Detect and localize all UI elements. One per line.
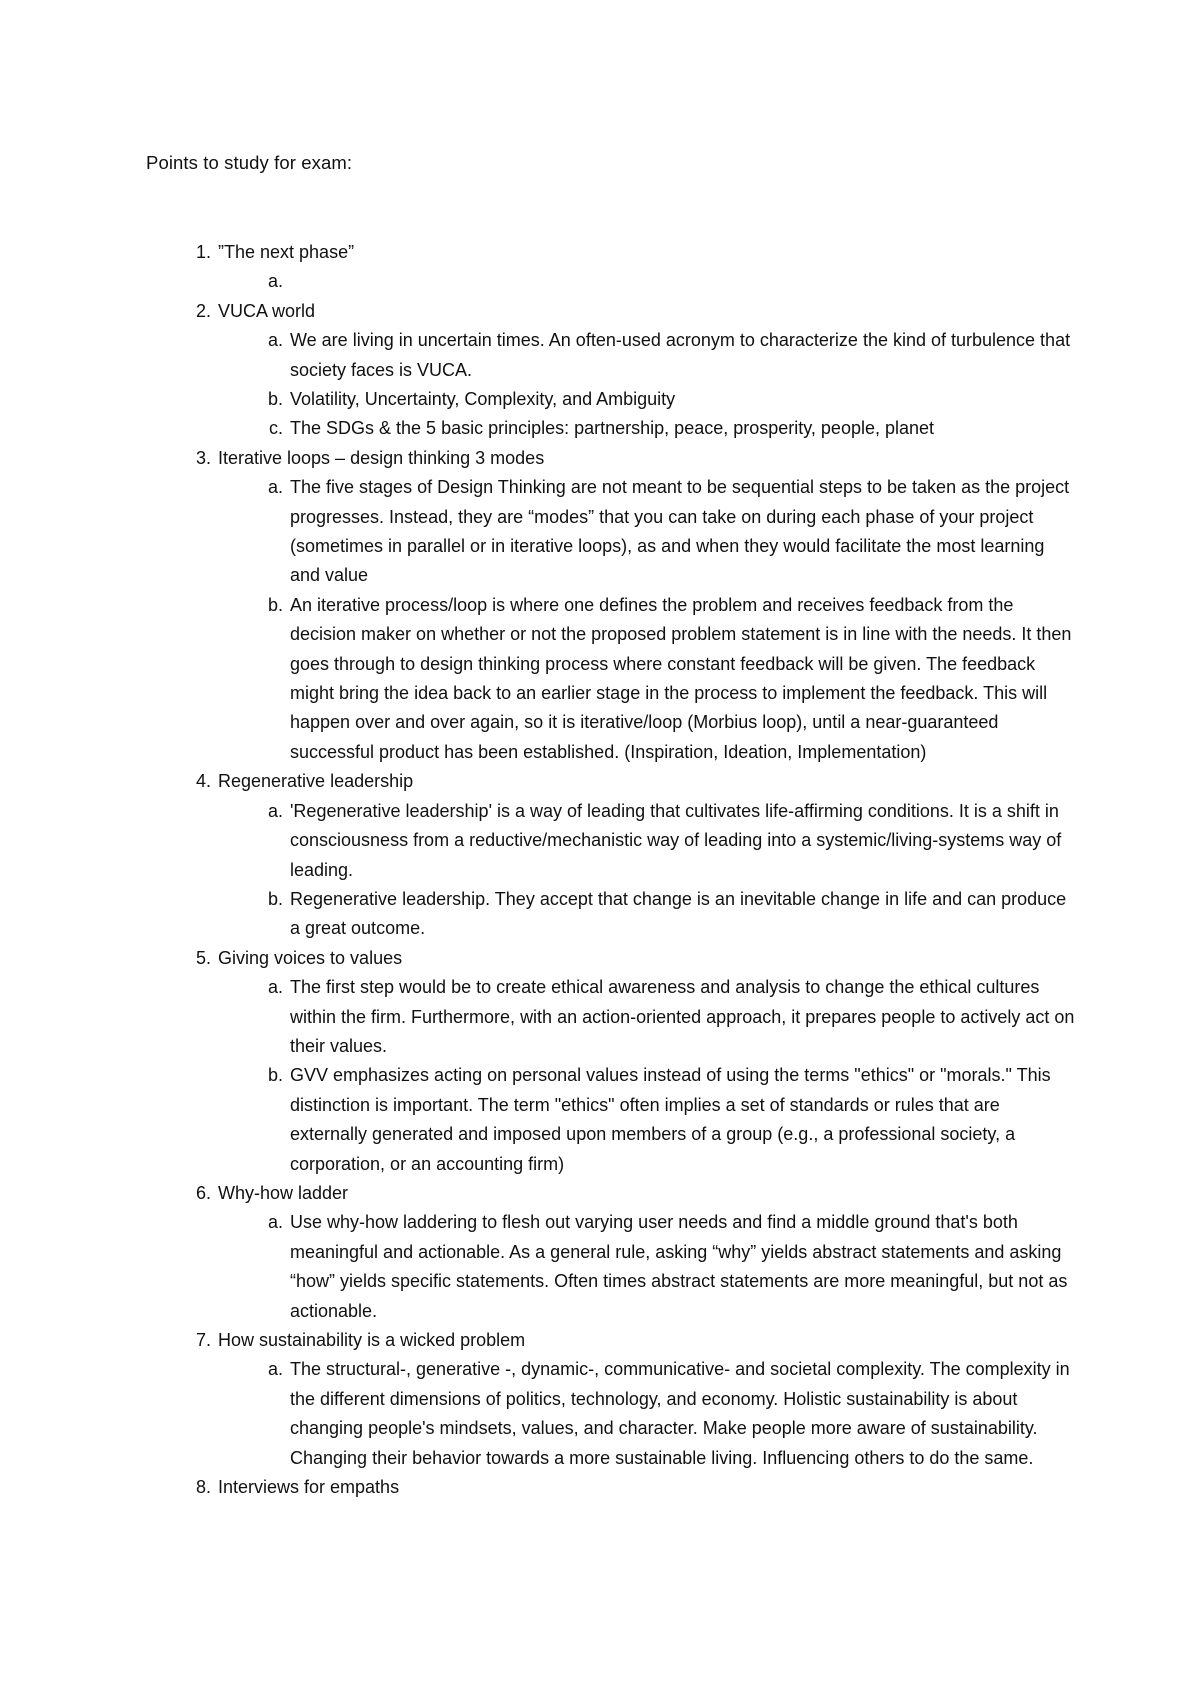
sub-list-item [218,591,1076,767]
item-title: Interviews for empaths [218,1477,400,1498]
sub-item-text: Volatility, Uncertainty, Complexity, and Ambiguity [290,389,676,410]
sub-list-item [218,885,1076,944]
item-title: Regenerative leadership [218,771,414,792]
list-item [146,1473,1076,1502]
sub-list [218,267,1076,296]
sub-list-item [218,797,1076,885]
list-item [146,1326,1076,1473]
sub-list-item [218,385,1076,414]
list-item [146,444,1076,767]
item-title: Iterative loops – design thinking 3 modes [218,447,545,468]
item-number: 6. [195,1182,211,1203]
sub-list [218,473,1076,767]
sub-item-letter: a. [267,477,283,498]
sub-item-letter: a. [267,1359,283,1380]
sub-list-item [218,1061,1076,1179]
item-title: Why-how ladder [218,1182,349,1203]
item-title: VUCA world [218,300,316,321]
sub-list-item [218,1355,1076,1473]
sub-item-letter: a. [267,977,283,998]
sub-item-letter: b. [267,594,283,615]
item-number: 5. [195,947,211,968]
sub-item-text: Use why-how laddering to flesh out varying user needs and find a middle ground that's both meaningful and actionable. As a general rule, asking “why” yields abstract statements and asking “how” yields specific statements. Often times abstract statements are more meaningful, but not as actionable. [290,1212,1068,1321]
item-title: How sustainability is a wicked problem [218,1330,526,1351]
sub-item-text [290,267,1076,296]
sub-list [218,1355,1076,1473]
item-title: ”The next phase” [218,242,355,262]
item-number: 8. [195,1477,211,1498]
numbered-list [146,238,1076,1502]
item-number: 4. [195,771,211,792]
sub-list [218,797,1076,944]
sub-item-text: An iterative process/loop is where one defines the problem and receives feedback from the decision maker on whether or not the proposed problem statement is in line with the needs. It then goes through to design thinking process where constant feedback will be given. The feedback might bring the idea back to an earlier stage in the process to implement the feedback. This will happen over and over again, so it is iterative/loop (Morbius loop), until a near-guaranteed successful product has been established. (Inspiration, Ideation, Implementation) [290,594,1072,762]
sub-list-item [218,267,1076,296]
sub-list-item [218,414,1076,443]
sub-item-letter: b. [267,888,283,909]
sub-list-item [218,973,1076,1061]
sub-item-text: 'Regenerative leadership' is a way of leading that cultivates life-affirming conditions. It is a shift in consciousness from a reductive/mechanistic way of leading into a systemic/living-systems way of leading. [290,800,1062,880]
list-item [146,767,1076,943]
item-number: 7. [195,1330,211,1351]
sub-list [218,326,1076,444]
sub-item-letter: b. [267,389,283,410]
sub-item-text: The SDGs & the 5 basic principles: partnership, peace, prosperity, people, planet [290,418,935,439]
list-item [146,238,1076,297]
sub-list [218,973,1076,1179]
list-item [146,297,1076,444]
sub-list-item [218,326,1076,385]
sub-item-text: GVV emphasizes acting on personal values instead of using the terms "ethics" or "morals." This distinction is important. The term "ethics" often implies a set of standards or rules that are externally generated and imposed upon members of a group (e.g., a professional society, a corporation, or an accounting firm) [290,1065,1051,1174]
sub-item-text: The structural-, generative -, dynamic-, communicative- and societal complexity. The complexity in the different dimensions of politics, technology, and economy. Holistic sustainability is about changing people's mindsets, values, and character. Make people more aware of sustainability. Changing their behavior towards a more sustainable living. Influencing others to do the same. [290,1359,1070,1468]
sub-item-text: We are living in uncertain times. An often-used acronym to characterize the kind of turbulence that society faces is VUCA. [290,330,1071,380]
item-number: 1. [195,242,211,262]
list-item [146,944,1076,1179]
sub-item-letter: b. [267,1065,283,1086]
sub-item-letter: c. [268,418,283,439]
sub-item-text: The five stages of Design Thinking are not meant to be sequential steps to be taken as the project progresses. Instead, they are “modes” that you can take on during each phase of your project (sometimes in parallel or in iterative loops), as and when they would facilitate the most learning and value [290,477,1070,586]
sub-item-text: The first step would be to create ethical awareness and analysis to change the ethical cultures within the firm. Furthermore, with an action-oriented approach, it prepares people to actively act on their values. [290,977,1075,1056]
sub-item-text: Regenerative leadership. They accept that change is an inevitable change in life and can produce a great outcome. [290,888,1067,939]
item-title: Giving voices to values [218,947,403,968]
sub-list-item [218,1208,1076,1326]
item-number: 3. [195,447,211,468]
sub-list-item [218,473,1076,591]
sub-item-letter: a. [267,800,283,821]
sub-item-letter: a. [267,1212,283,1233]
item-number: 2. [195,300,211,321]
list-item [146,1179,1076,1326]
sub-list [218,1208,1076,1326]
sub-item-letter: a. [267,330,283,351]
sub-item-letter: a. [267,271,283,292]
document-heading: Points to study for exam: [146,152,353,173]
